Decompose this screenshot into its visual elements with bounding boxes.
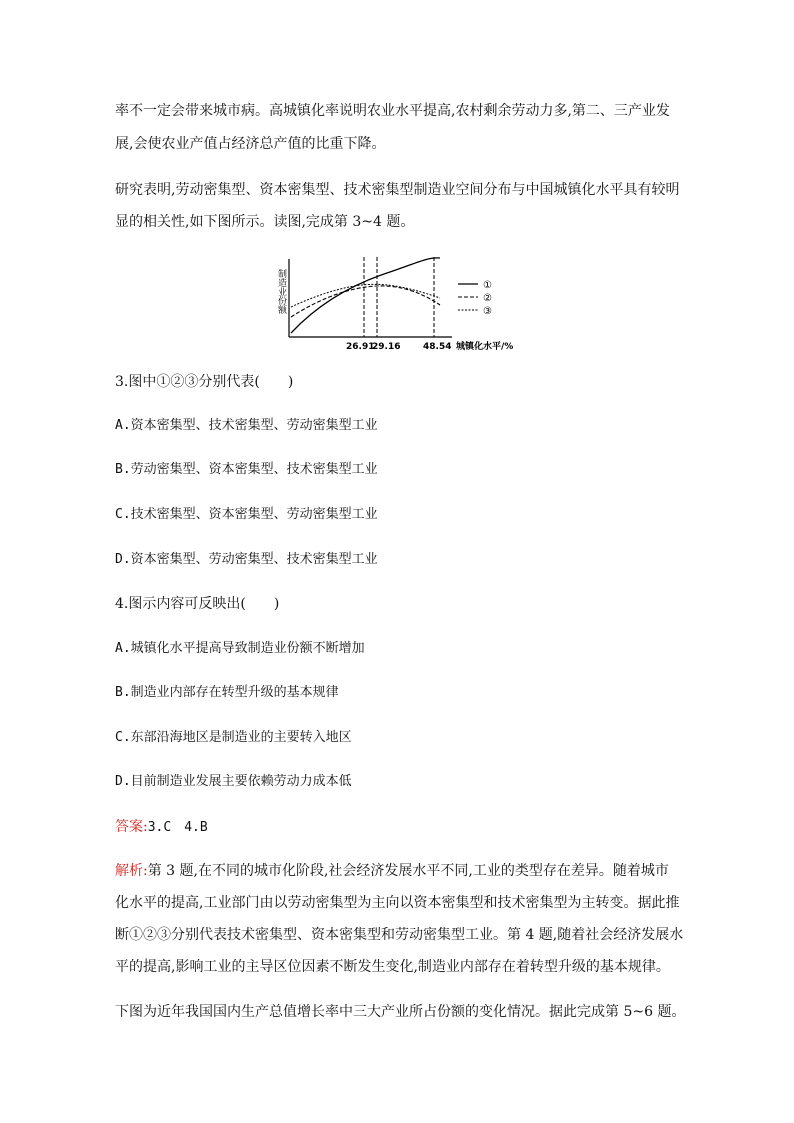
- x-axis-label: 城镇化水平/%: [456, 342, 514, 352]
- analysis-line-1: [115, 861, 669, 881]
- legend-label-2: ②: [483, 293, 492, 304]
- next-passage-line: 下图为近年我国国内生产总值增长率中三大产业所占份额的变化情况。据此完成第 5~6 题。: [115, 1004, 686, 1020]
- x-tick-label: 29.16: [372, 342, 401, 352]
- legend-label-3: ③: [483, 306, 492, 317]
- passage-line-1: 研究表明,劳动密集型、资本密集型、技术密集型制造业空间分布与中国城镇化水平具有较明: [115, 182, 680, 198]
- q4-option-d: D.目前制造业发展主要依赖劳动力成本低: [115, 774, 352, 789]
- analysis-line-2: 化水平的提高,工业部门由以劳动密集型为主向以资本密集型和技术密集型为主转变。据此推: [115, 895, 680, 911]
- x-tick-label: 26.91: [346, 342, 375, 352]
- legend-label-1: ①: [483, 280, 492, 291]
- answer-line: [115, 817, 208, 838]
- manufacturing-share-chart: [262, 255, 542, 355]
- intro-line-1: 率不一定会带来城市病。高城镇化率说明农业水平提高,农村剩余劳动力多,第二、三产业发: [115, 103, 670, 119]
- q4-option-a: A.城镇化水平提高导致制造业份额不断增加: [115, 641, 365, 656]
- q3-option-c: C.技术密集型、资本密集型、劳动密集型工业: [115, 507, 378, 522]
- q4-stem: 4.图示内容可反映出( ): [115, 596, 280, 612]
- q3-option-b: B.劳动密集型、资本密集型、技术密集型工业: [115, 462, 378, 477]
- series-1-line: [291, 258, 440, 333]
- q4-option-b: B.制造业内部存在转型升级的基本规律: [115, 685, 339, 700]
- y-axis-label: 制造业份额: [276, 269, 286, 314]
- analysis-line-4: 平的提高,影响工业的主导区位因素不断发生变化,制造业内部存在着转型升级的基本规律。: [115, 959, 670, 975]
- q3-option-d: D.资本密集型、劳动密集型、技术密集型工业: [115, 552, 378, 567]
- q3-option-a: A.资本密集型、技术密集型、劳动密集型工业: [115, 418, 378, 433]
- x-tick-label: 48.54: [423, 342, 452, 352]
- intro-line-2: 展,会使农业产值占经济总产值的比重下降。: [115, 136, 386, 152]
- analysis-line-3: 断①②③分别代表技术密集型、资本密集型和劳动密集型工业。第 4 题,随着社会经济发展水: [115, 927, 684, 943]
- answer-label: 答案:: [115, 819, 148, 835]
- analysis-label: 解析:: [115, 863, 148, 879]
- analysis-text-1: 第 3 题,在不同的城市化阶段,社会经济发展水平不同,工业的类型存在差异。随着城市: [147, 863, 669, 879]
- passage-line-2: 显的相关性,如下图所示。读图,完成第 3~4 题。: [115, 214, 415, 230]
- q4-option-c: C.东部沿海地区是制造业的主要转入地区: [115, 730, 352, 745]
- answer-text: 3.C 4.B: [147, 820, 208, 835]
- q3-stem: 3.图中①②③分别代表( ): [115, 374, 294, 390]
